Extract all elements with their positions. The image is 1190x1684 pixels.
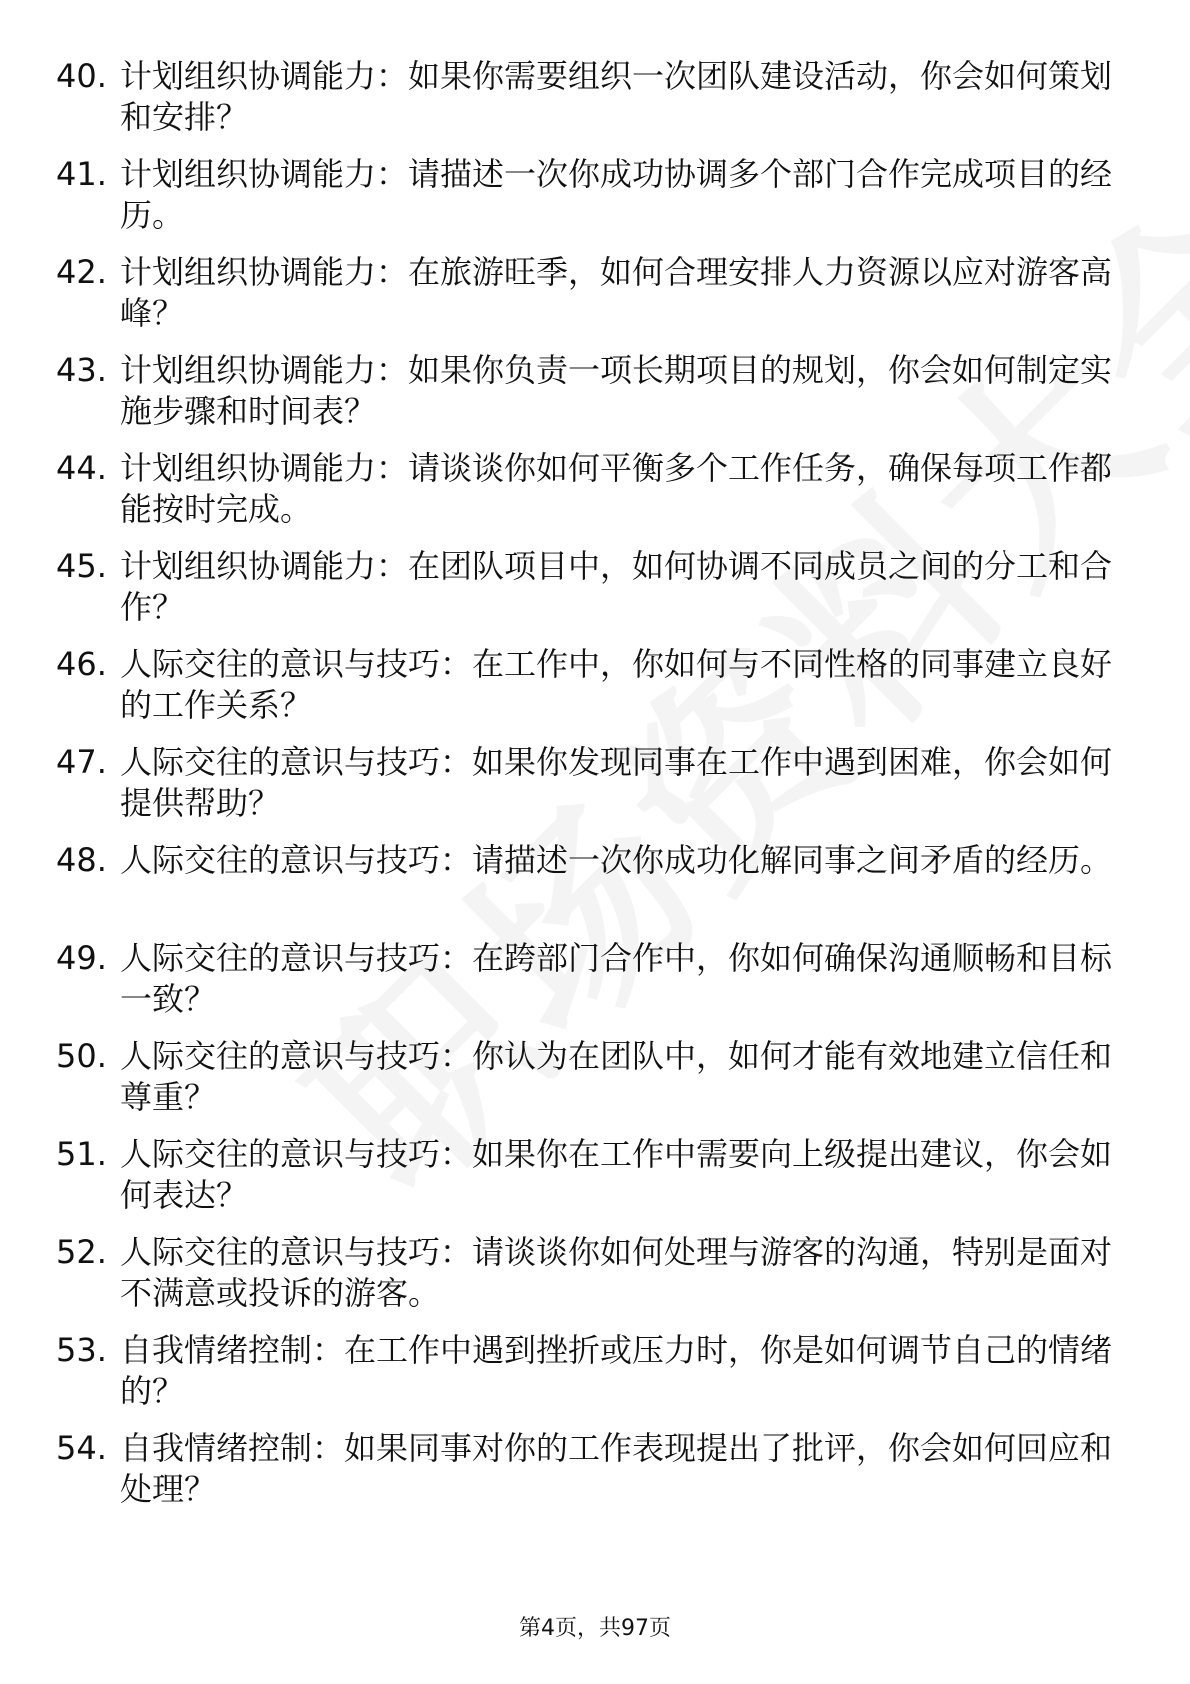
question-text: 计划组织协调能力：如果你负责一项长期项目的规划，你会如何制定实施步骤和时间表？ [120, 351, 1113, 430]
question-text: 计划组织协调能力：在团队项目中，如何协调不同成员之间的分工和合作？ [120, 547, 1113, 626]
question-text: 人际交往的意识与技巧：你认为在团队中，如何才能有效地建立信任和尊重？ [120, 1037, 1113, 1116]
question-item [56, 1428, 1116, 1526]
question-item [56, 1036, 1116, 1134]
question-number: 50. [56, 1037, 107, 1075]
question-item [56, 154, 1116, 252]
question-text: 计划组织协调能力：请描述一次你成功协调多个部门合作完成项目的经历。 [120, 155, 1113, 234]
question-item [56, 938, 1116, 1036]
question-item [56, 1232, 1116, 1330]
question-number: 48. [56, 841, 107, 879]
question-number: 54. [56, 1429, 107, 1467]
question-text: 人际交往的意识与技巧：在工作中，你如何与不同性格的同事建立良好的工作关系？ [120, 645, 1113, 724]
question-number: 52. [56, 1233, 107, 1271]
question-text: 计划组织协调能力：在旅游旺季，如何合理安排人力资源以应对游客高峰？ [120, 253, 1113, 332]
question-number: 46. [56, 645, 107, 683]
question-item [56, 546, 1116, 644]
question-number: 42. [56, 253, 107, 291]
question-number: 40. [56, 57, 107, 95]
question-number: 43. [56, 351, 107, 389]
question-text: 计划组织协调能力：请谈谈你如何平衡多个工作任务，确保每项工作都能按时完成。 [120, 449, 1113, 528]
question-item [56, 252, 1116, 350]
question-text: 人际交往的意识与技巧：如果你在工作中需要向上级提出建议，你会如何表达？ [120, 1135, 1113, 1214]
question-text: 人际交往的意识与技巧：请描述一次你成功化解同事之间矛盾的经历。 [120, 841, 1113, 879]
question-number: 44. [56, 449, 107, 487]
question-number: 51. [56, 1135, 107, 1173]
question-item [56, 742, 1116, 840]
question-item [56, 1134, 1116, 1232]
question-number: 45. [56, 547, 107, 585]
question-item [56, 644, 1116, 742]
question-number: 47. [56, 743, 107, 781]
question-text: 人际交往的意识与技巧：如果你发现同事在工作中遇到困难，你会如何提供帮助？ [120, 743, 1113, 822]
question-number: 41. [56, 155, 107, 193]
question-item [56, 448, 1116, 546]
question-text: 计划组织协调能力：如果你需要组织一次团队建设活动，你会如何策划和安排？ [120, 57, 1113, 136]
question-number: 53. [56, 1331, 107, 1369]
question-number: 49. [56, 939, 107, 977]
question-text: 自我情绪控制：如果同事对你的工作表现提出了批评，你会如何回应和处理？ [120, 1429, 1113, 1508]
question-text: 人际交往的意识与技巧：请谈谈你如何处理与游客的沟通，特别是面对不满意或投诉的游客。 [120, 1233, 1113, 1312]
question-text: 人际交往的意识与技巧：在跨部门合作中，你如何确保沟通顺畅和目标一致？ [120, 939, 1113, 1018]
question-text: 自我情绪控制：在工作中遇到挫折或压力时，你是如何调节自己的情绪的？ [120, 1331, 1113, 1410]
question-item [56, 350, 1116, 448]
question-item [56, 840, 1116, 938]
page-footer: 第4页，共97页 [519, 1616, 671, 1641]
question-item [56, 56, 1116, 154]
question-list [56, 56, 1116, 1526]
question-item [56, 1330, 1116, 1428]
